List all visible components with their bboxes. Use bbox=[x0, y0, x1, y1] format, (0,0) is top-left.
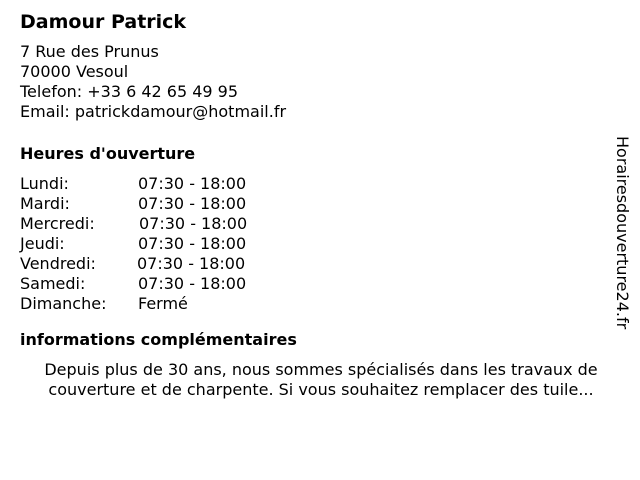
day-label: Mardi: bbox=[20, 194, 70, 213]
time-value: 07:30 - 18:00 bbox=[138, 234, 247, 253]
day-label: Vendredi: bbox=[20, 254, 96, 273]
opening-hours-table bbox=[20, 174, 620, 314]
day-label: Mercredi: bbox=[20, 214, 95, 233]
day-label: Dimanche: bbox=[20, 294, 107, 313]
time-value: Fermé bbox=[138, 294, 188, 313]
hours-row-sunday bbox=[20, 294, 620, 314]
business-card bbox=[20, 10, 620, 400]
opening-hours-title: Heures d'ouverture bbox=[20, 144, 196, 163]
time-value: 07:30 - 18:00 bbox=[139, 214, 248, 233]
time-value: 07:30 - 18:00 bbox=[138, 274, 247, 293]
hours-row-saturday bbox=[20, 274, 620, 294]
description-text bbox=[20, 360, 622, 400]
hours-row-tuesday bbox=[20, 194, 620, 214]
day-label: Lundi: bbox=[20, 174, 69, 193]
day-label: Samedi: bbox=[20, 274, 86, 293]
description-line: couverture et de charpente. Si vous souhaitez remplacer des tuile... bbox=[48, 380, 594, 399]
hours-row-thursday bbox=[20, 234, 620, 254]
time-value: 07:30 - 18:00 bbox=[137, 254, 246, 273]
phone-line: Telefon: +33 6 42 65 49 95 bbox=[20, 82, 239, 101]
address-city: 70000 Vesoul bbox=[20, 62, 129, 81]
hours-row-monday bbox=[20, 174, 620, 194]
time-value: 07:30 - 18:00 bbox=[138, 174, 247, 193]
site-watermark: Horairesdouverture24.fr bbox=[613, 136, 632, 330]
day-label: Jeudi: bbox=[20, 234, 65, 253]
hours-row-friday bbox=[20, 254, 620, 274]
email-line: Email: patrickdamour@hotmail.fr bbox=[20, 102, 287, 121]
business-name: Damour Patrick bbox=[20, 11, 187, 33]
time-value: 07:30 - 18:00 bbox=[138, 194, 247, 213]
additional-info-title: informations complémentaires bbox=[20, 330, 297, 349]
description-line: Depuis plus de 30 ans, nous sommes spécialisés dans les travaux de bbox=[44, 360, 598, 379]
hours-row-wednesday bbox=[20, 214, 620, 234]
address-street: 7 Rue des Prunus bbox=[20, 42, 159, 61]
